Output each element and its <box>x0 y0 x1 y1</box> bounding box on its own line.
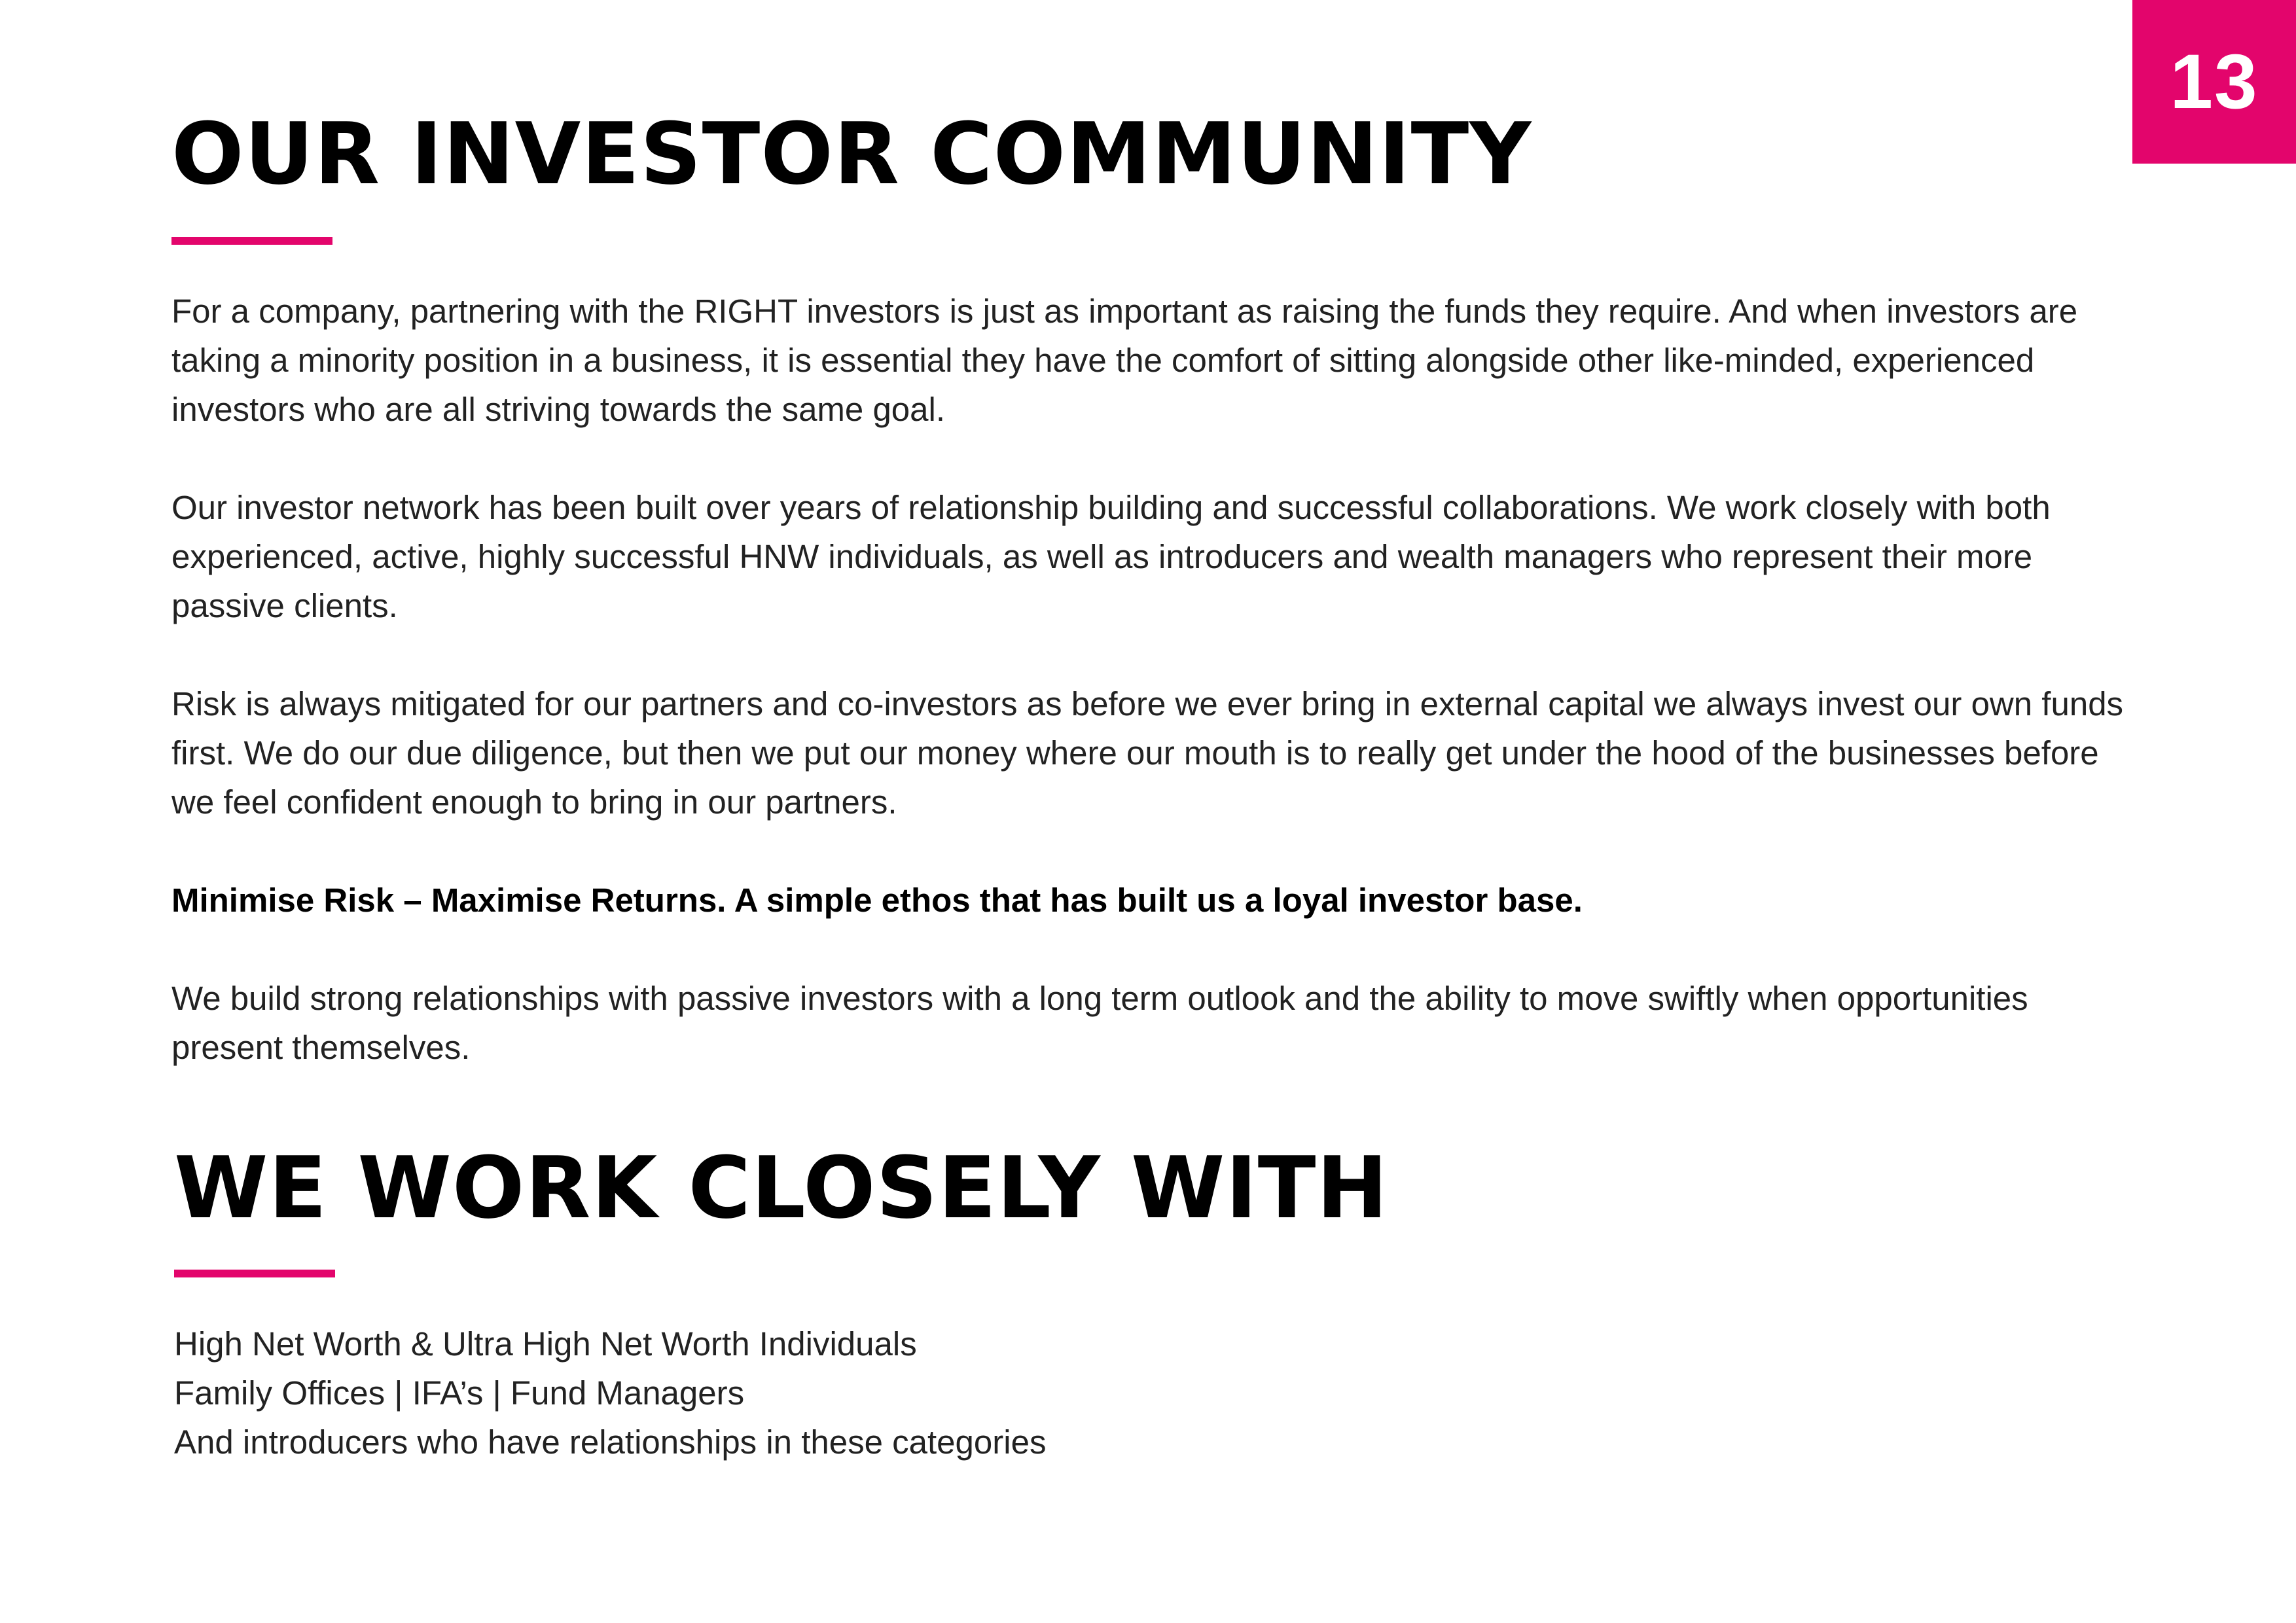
investor-community-section <box>171 104 2128 204</box>
work-with-section <box>174 1138 2131 1238</box>
community-paragraph-5-wrap <box>171 974 2128 1072</box>
work-with-divider-wrap <box>174 1270 2131 1277</box>
page-number: 13 <box>2170 39 2259 125</box>
page-number-badge <box>2132 0 2296 164</box>
community-ethos-wrap <box>171 876 2128 925</box>
community-paragraph-5: We build strong relationships with passive investors with a long term outlook and the ability to move swiftly when opportunities present themselves. <box>171 980 2028 1066</box>
community-paragraph-2: Our investor network has been built over years of relationship building and successful collaborations. We work closely with both experienced, active, highly successful HNW individuals, as well as introducers and wealth managers who represent their more passive clients. <box>171 489 2051 624</box>
work-with-item-family-offices: Family Offices | IFA’s | Fund Managers <box>174 1374 745 1412</box>
investor-community-accent-rule <box>171 237 332 245</box>
investor-community-body <box>171 287 2128 434</box>
community-paragraph-2-wrap <box>171 483 2128 630</box>
investor-community-heading: OUR INVESTOR COMMUNITY <box>171 104 1532 204</box>
community-paragraph-3: Risk is always mitigated for our partners and co-investors as before we ever bring in external capital we always invest our own funds first. We do our due diligence, but then we put our money where our mouth is to really get under the hood of the businesses before we feel confident enough to bring in our partners. <box>171 685 2124 821</box>
community-ethos-statement: Minimise Risk – Maximise Returns. A simple ethos that has built us a loyal investor base. <box>171 882 1583 919</box>
investor-community-divider-wrap <box>171 237 2128 245</box>
work-with-heading: WE WORK CLOSELY WITH <box>174 1138 1389 1238</box>
work-with-item-hnw: High Net Worth & Ultra High Net Worth Individuals <box>174 1325 917 1363</box>
community-paragraph-3-wrap <box>171 679 2128 827</box>
community-paragraph-1: For a company, partnering with the RIGHT investors is just as important as raising the funds they require. And when investors are taking a minority position in a business, it is essential they have the comfort of sitting alongside other like-minded, experienced investors who are all striving towards the same goal. <box>171 293 2078 428</box>
work-with-accent-rule <box>174 1270 335 1277</box>
work-with-list <box>174 1319 2131 1467</box>
work-with-item-introducers: And introducers who have relationships in these categories <box>174 1423 1047 1461</box>
